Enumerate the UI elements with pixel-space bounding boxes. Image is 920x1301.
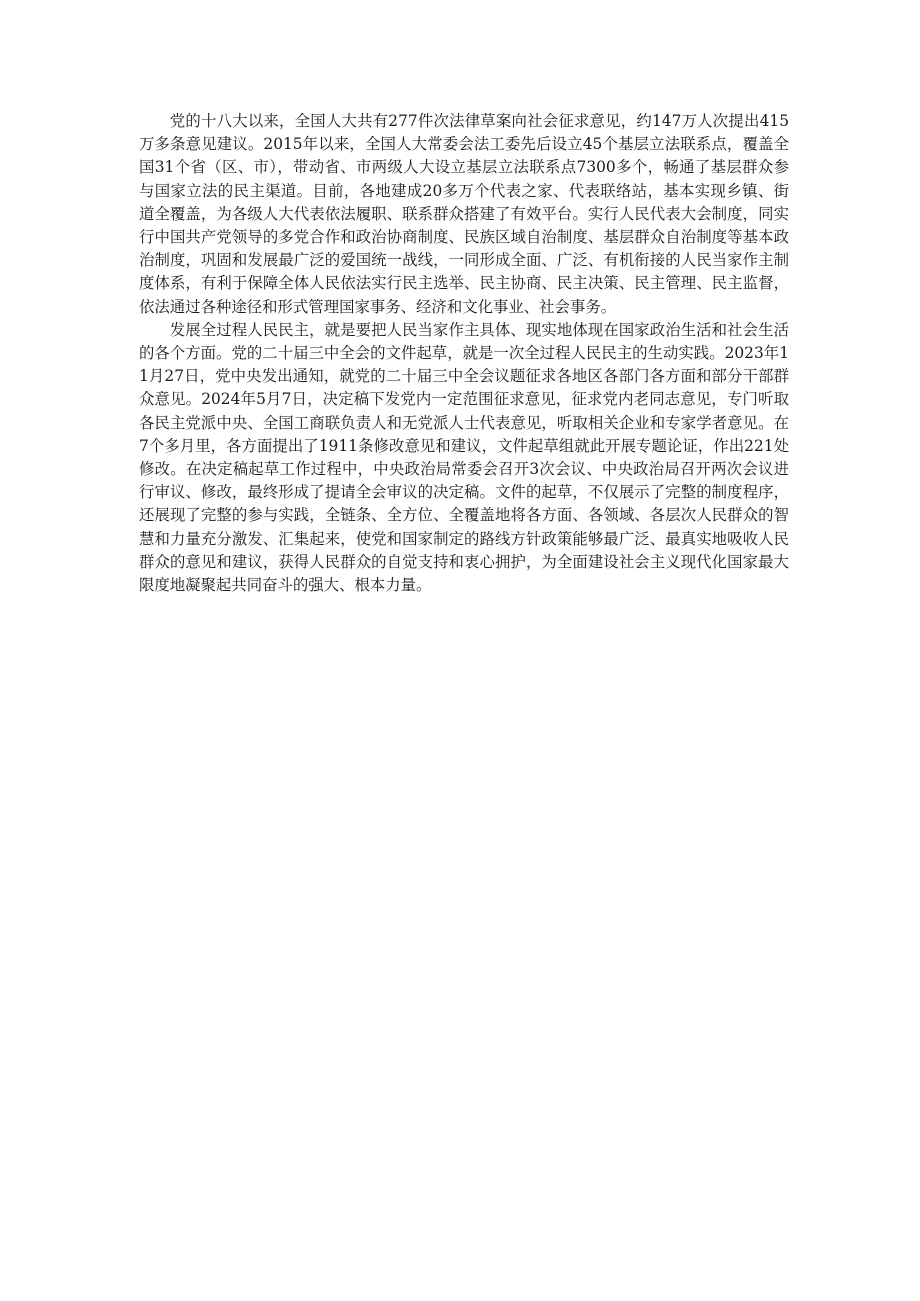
article-body xyxy=(139,110,789,597)
paragraph-people-congress: 党的十八大以来，全国人大共有277件次法律草案向社会征求意见，约147万人次提出415万多条意见建议。2015年以来，全国人大常委会法工委先后设立45个基层立法联系点，覆盖全国31个省（区、市），带动省、市两级人大设立基层立法联系点7300多个，畅通了基层群众参与国家立法的民主渠道。目前，各地建成20多万个代表之家、代表联络站，基本实现乡镇、街道全覆盖，为各级人大代表依法履职、联系群众搭建了有效平台。实行人民代表大会制度，同实行中国共产党领导的多党合作和政治协商制度、民族区域自治制度、基层群众自治制度等基本政治制度，巩固和发展最广泛的爱国统一战线，一同形成全面、广泛、有机衔接的人民当家作主制度体系，有利于保障全体人民依法实行民主选举、民主协商、民主决策、民主管理、民主监督，依法通过各种途径和形式管理国家事务、经济和文化事业、社会事务。 xyxy=(139,112,789,316)
paragraph-whole-process-democracy: 发展全过程人民民主，就是要把人民当家作主具体、现实地体现在国家政治生活和社会生活的各个方面。党的二十届三中全会的文件起草，就是一次全过程人民民主的生动实践。2023年11月27日，党中央发出通知，就党的二十届三中全会议题征求各地区各部门各方面和部分干部群众意见。2024年5月7日，决定稿下发党内一定范围征求意见，征求党内老同志意见，专门听取各民主党派中央、全国工商联负责人和无党派人士代表意见，听取相关企业和专家学者意见。在7个多月里，各方面提出了1911条修改意见和建议，文件起草组就此开展专题论证，作出221处修改。在决定稿起草工作过程中，中央政治局常委会召开3次会议、中央政治局召开两次会议进行审议、修改，最终形成了提请全会审议的决定稿。文件的起草，不仅展示了完整的制度程序，还展现了完整的参与实践，全链条、全方位、全覆盖地将各方面、各领域、各层次人民群众的智慧和力量充分激发、汇集起来，使党和国家制定的路线方针政策能够最广泛、最真实地吸收人民群众的意见和建议，获得人民群众的自觉支持和衷心拥护，为全面建设社会主义现代化国家最大限度地凝聚起共同奋斗的强大、根本力量。 xyxy=(139,320,789,595)
